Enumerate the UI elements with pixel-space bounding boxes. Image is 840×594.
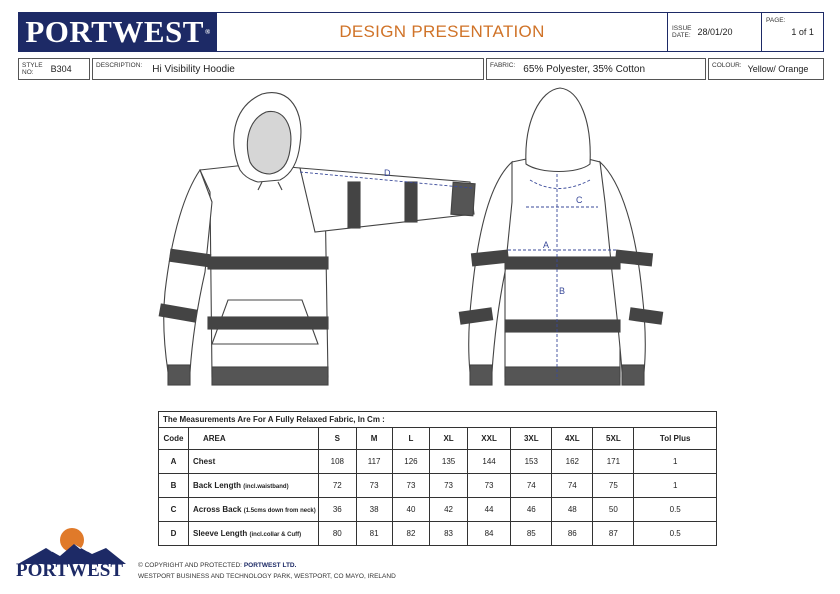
cell-value: 85 <box>511 522 552 546</box>
page-box <box>761 13 823 51</box>
cell-value: 81 <box>356 522 392 546</box>
cell-value: 1 <box>634 474 717 498</box>
cell-value: 162 <box>552 450 593 474</box>
header-size-xl: XL <box>430 428 468 450</box>
issue-date: 28/01/20 <box>697 27 733 37</box>
cell-value: 80 <box>319 522 357 546</box>
cell-value: 82 <box>392 522 430 546</box>
copyright-company: PORTWEST LTD. <box>243 562 297 569</box>
copyright-prefix: © COPYRIGHT AND PROTECTED: <box>138 562 242 569</box>
back-view-drawing <box>459 88 662 385</box>
fabric-label: FABRIC: <box>490 62 516 69</box>
brand-name: PORTWEST <box>25 14 204 49</box>
fabric-value: 65% Polyester, 35% Cotton <box>523 63 646 75</box>
no-label: NO: <box>22 69 34 76</box>
measure-label-b: B <box>559 286 566 296</box>
cell-value: 38 <box>356 498 392 522</box>
header-size-xxl: XXL <box>467 428 510 450</box>
document-title: DESIGN PRESENTATION <box>339 22 545 41</box>
header-size-4xl: 4XL <box>552 428 593 450</box>
cell-value: 44 <box>467 498 510 522</box>
cell-value: 1 <box>634 450 717 474</box>
cell-value: 73 <box>430 474 468 498</box>
cell-value: 48 <box>552 498 593 522</box>
company-address: WESTPORT BUSINESS AND TECHNOLOGY PARK, WESTPORT, CO MAYO, IRELAND <box>138 573 396 580</box>
cell-value: 171 <box>593 450 634 474</box>
table-row <box>159 474 717 498</box>
cell-value: 73 <box>467 474 510 498</box>
table-caption: The Measurements Are For A Fully Relaxed Fabric, In Cm : <box>159 412 717 428</box>
garment-technical-drawing <box>0 82 840 402</box>
header-bar <box>18 12 824 52</box>
footer-copyright <box>138 560 396 582</box>
page-label: PAGE: <box>766 17 786 24</box>
cell-value: 117 <box>356 450 392 474</box>
cell-value: 87 <box>593 522 634 546</box>
cell-value: 73 <box>356 474 392 498</box>
row-area: Sleeve Length (incl.collar & Cuff) <box>189 522 319 546</box>
row-code: B <box>159 474 189 498</box>
description-box <box>92 58 484 80</box>
cell-value: 86 <box>552 522 593 546</box>
row-area: Back Length (incl.waistband) <box>189 474 319 498</box>
row-area: Across Back (1.5cms down from neck) <box>189 498 319 522</box>
cell-value: 84 <box>467 522 510 546</box>
style-number: B304 <box>50 64 72 74</box>
cell-value: 40 <box>392 498 430 522</box>
cell-value: 75 <box>593 474 634 498</box>
fabric-box <box>486 58 706 80</box>
date-label: DATE: <box>672 32 691 39</box>
measure-label-d: D <box>384 168 391 178</box>
cell-value: 135 <box>430 450 468 474</box>
cell-value: 36 <box>319 498 357 522</box>
cell-value: 108 <box>319 450 357 474</box>
style-label: STYLE <box>22 62 43 69</box>
header-size-m: M <box>356 428 392 450</box>
table-row <box>159 450 717 474</box>
cell-value: 74 <box>552 474 593 498</box>
measurement-table <box>158 411 717 546</box>
row-code: C <box>159 498 189 522</box>
cell-value: 73 <box>392 474 430 498</box>
measure-label-a: A <box>543 240 550 250</box>
table-row <box>159 498 717 522</box>
cell-value: 144 <box>467 450 510 474</box>
measure-label-c: C <box>576 195 583 205</box>
header-tol-plus: Tol Plus <box>634 428 717 450</box>
cell-value: 50 <box>593 498 634 522</box>
table-header-row <box>159 428 717 450</box>
colour-box <box>708 58 824 80</box>
page-number: 1 of 1 <box>791 27 814 37</box>
cell-value: 126 <box>392 450 430 474</box>
cell-value: 0.5 <box>634 498 717 522</box>
style-no-box <box>18 58 90 80</box>
cell-value: 72 <box>319 474 357 498</box>
cell-value: 42 <box>430 498 468 522</box>
colour-label: COLOUR: <box>712 62 742 69</box>
issue-date-box <box>667 13 761 51</box>
header-size-s: S <box>319 428 357 450</box>
row-code: A <box>159 450 189 474</box>
colour-value: Yellow/ Orange <box>747 64 809 74</box>
cell-value: 153 <box>511 450 552 474</box>
header-size-l: L <box>392 428 430 450</box>
issue-label: ISSUE <box>672 25 692 32</box>
header-size-5xl: 5XL <box>593 428 634 450</box>
portwest-logo: PORTWEST ® <box>19 13 217 51</box>
header-size-3xl: 3XL <box>511 428 552 450</box>
description-value: Hi Visibility Hoodie <box>152 63 235 75</box>
header-code: Code <box>159 428 189 450</box>
footer-brand: PORTWEST <box>16 560 124 581</box>
header-area: AREA <box>189 428 319 450</box>
description-label: DESCRIPTION: <box>96 62 143 69</box>
cell-value: 0.5 <box>634 522 717 546</box>
table-row <box>159 522 717 546</box>
row-code: D <box>159 522 189 546</box>
row-area: Chest <box>189 450 319 474</box>
cell-value: 83 <box>430 522 468 546</box>
cell-value: 74 <box>511 474 552 498</box>
cell-value: 46 <box>511 498 552 522</box>
front-view-drawing <box>159 93 475 385</box>
